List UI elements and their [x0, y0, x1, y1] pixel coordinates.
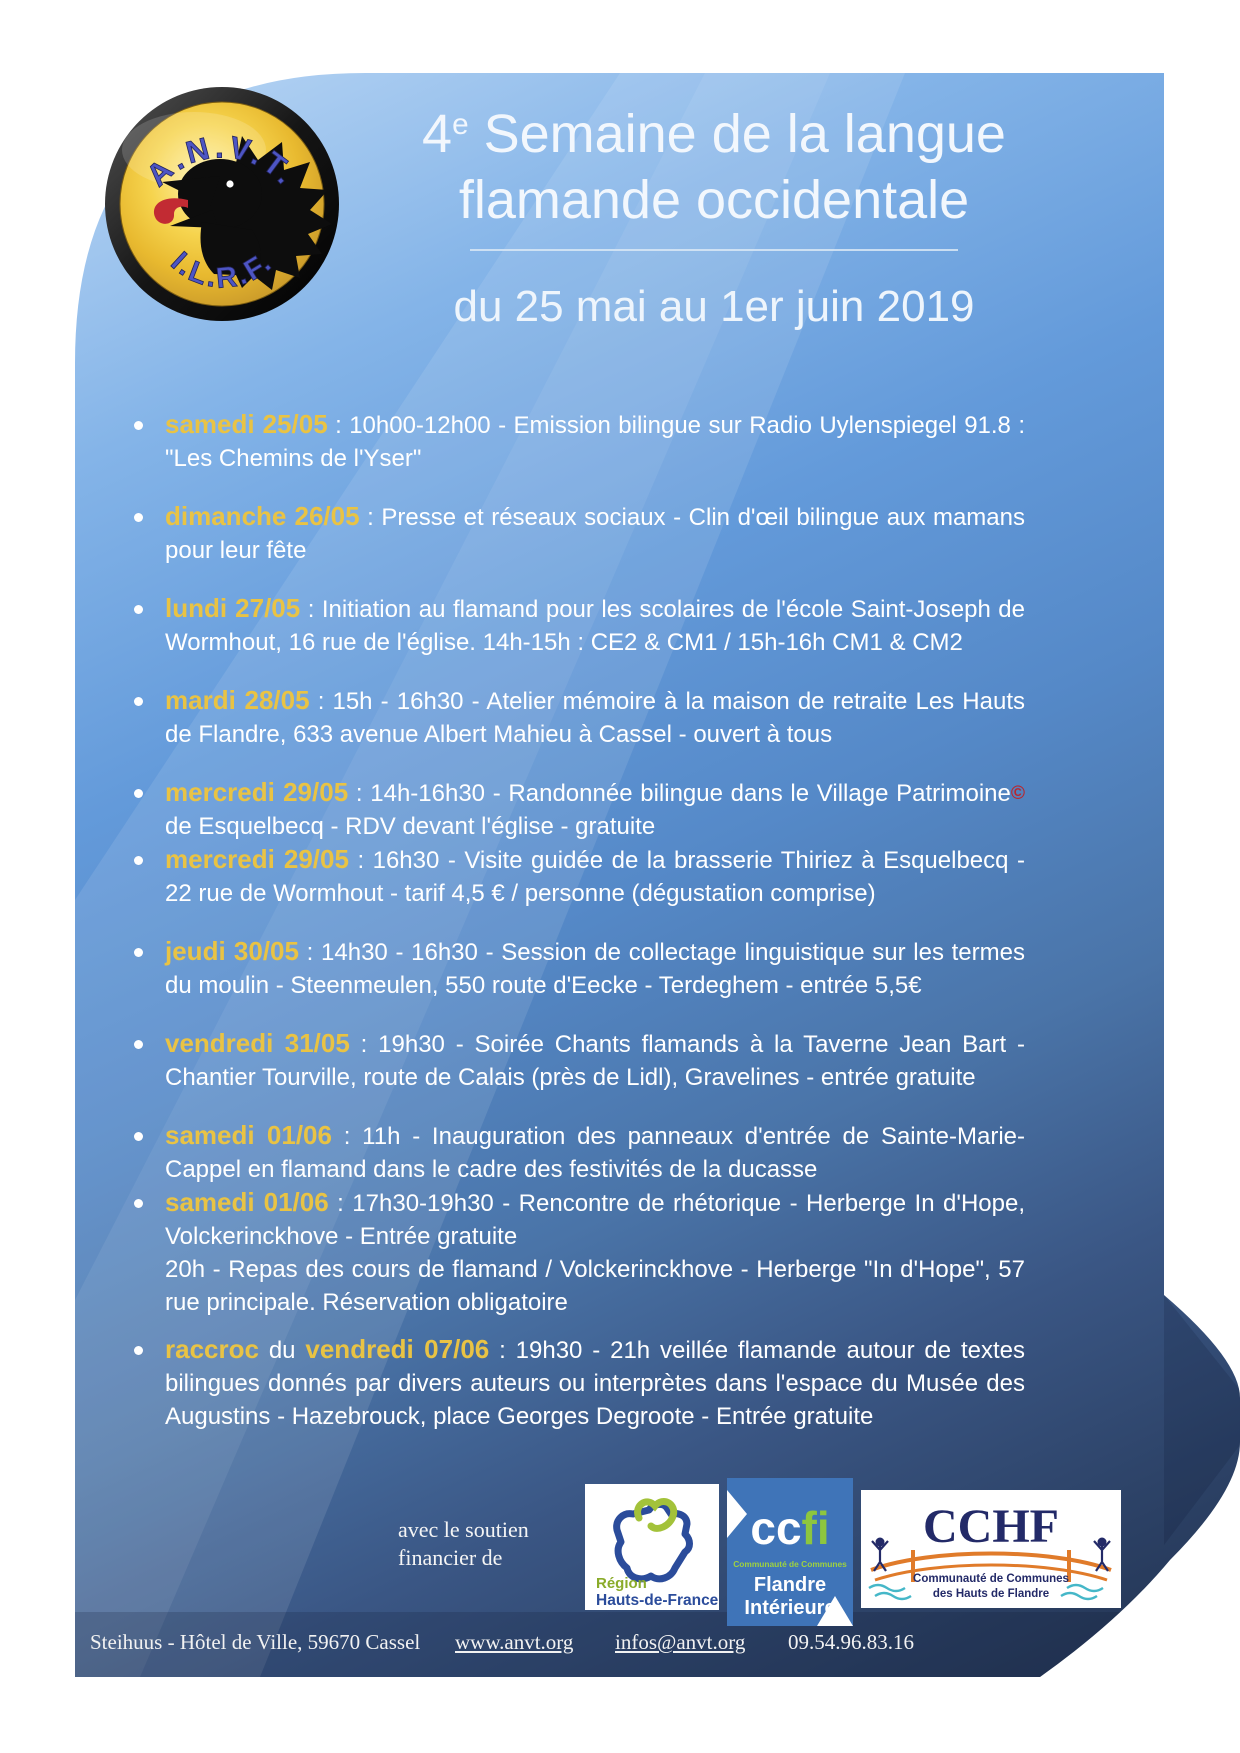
- event-separator: :: [328, 1190, 353, 1217]
- title-divider: [470, 249, 958, 251]
- svg-text:ccfi: [750, 1502, 829, 1554]
- cchf-subtitle2: des Hauts de Flandre: [932, 1588, 1050, 1600]
- event-text: 19h30 - Soirée Chants flamands à la Taverne Jean Bart - Chantier Tourville, route de Calais (près de Lidl), Gravelines - entrée gratuite: [165, 1031, 1025, 1091]
- event-item-mercredi-2905-visite: [128, 843, 1025, 910]
- event-text: 14h-16h30 - Randonnée bilingue dans le Village Patrimoine: [370, 780, 1011, 807]
- event-item-vendredi-3105: [128, 1027, 1025, 1094]
- copyright-icon: ©: [1010, 783, 1025, 804]
- badge-top-text: A.N.V.T.: [139, 129, 306, 194]
- badge-bottom-text: I.L.R.F.: [164, 246, 280, 295]
- event-day: samedi 25/05: [165, 409, 328, 439]
- ccfi-subtitle: Communauté de Communes: [733, 1559, 847, 1569]
- event-day: vendredi 07/06: [305, 1334, 490, 1364]
- footer-email-link[interactable]: infos@anvt.org: [615, 1630, 746, 1654]
- event-item-mercredi-2905-randonnee: [128, 776, 1025, 843]
- event-day: lundi 27/05: [165, 593, 301, 623]
- event-day-prefix: raccroc: [165, 1334, 259, 1364]
- region-name: Hauts-de-France: [596, 1592, 719, 1609]
- page-title-line2: flamande occidentale: [458, 170, 970, 230]
- event-item-mardi-2805: [128, 684, 1025, 751]
- cchf-acronym: CCHF: [923, 1500, 1059, 1553]
- region-hauts-de-france-logo: [585, 1484, 719, 1610]
- event-text: 16h30 - Visite guidée de la brasserie Thiriez à Esquelbecq - 22 rue de Wormhout - tarif 4,5 € / personne (dégustation comprise): [165, 847, 1025, 907]
- event-separator: :: [489, 1337, 516, 1364]
- event-day: mercredi 29/05: [165, 844, 349, 874]
- cchf-logo: [861, 1490, 1121, 1608]
- bullet-icon: [134, 513, 143, 522]
- title-rest: Semaine de la langue: [468, 104, 1006, 164]
- bullet-icon: [134, 697, 143, 706]
- bullet-icon: [134, 1199, 143, 1208]
- event-day: jeudi 30/05: [165, 936, 299, 966]
- event-text: Presse et réseaux sociaux - Clin d'œil bilingue aux mamans pour leur fête: [165, 504, 1025, 564]
- event-item-dimanche-2605: [128, 500, 1025, 567]
- event-day: mardi 28/05: [165, 685, 310, 715]
- ccfi-fi: fi: [801, 1502, 830, 1554]
- event-separator: :: [298, 939, 322, 966]
- bullet-icon: [134, 1346, 143, 1355]
- cchf-subtitle1: Communauté de Communes: [913, 1573, 1069, 1585]
- bullet-icon: [134, 948, 143, 957]
- event-separator: :: [309, 688, 333, 715]
- footer-address: Steihuus - Hôtel de Ville, 59670 Cassel: [90, 1630, 421, 1654]
- footer-website-link[interactable]: www.anvt.org: [455, 1630, 574, 1654]
- event-item-samedi-0106-rencontre: [128, 1186, 1025, 1319]
- event-item-samedi-2505: [128, 408, 1025, 475]
- event-text: Initiation au flamand pour les scolaires de l'école Saint-Joseph de Wormhout, 16 rue de l'église. 14h-15h : CE2 & CM1 / 15h-16h CM1 & CM2: [165, 596, 1025, 656]
- poster-header: [388, 92, 1040, 335]
- support-text: avec le soutien financier de: [398, 1517, 529, 1570]
- event-text: 17h30-19h30 - Rencontre de rhétorique - Herberge In d'Hope, Volckerinckhove - Entrée gratuite 20h - Repas des cours de flamand / Volckerinckhove - Herberge "In d'Hope", 57 rue principale. Réservation obligatoire: [165, 1190, 1025, 1316]
- bullet-icon: [134, 856, 143, 865]
- event-item-raccroc-0706: [128, 1333, 1025, 1433]
- title-number: 4: [422, 104, 453, 164]
- title-superscript: e: [452, 108, 469, 141]
- event-text: 15h - 16h30 - Atelier mémoire à la maison de retraite Les Hauts de Flandre, 633 avenue Albert Mahieu à Cassel - ouvert à tous: [165, 688, 1025, 748]
- region-label: Région: [596, 1575, 647, 1592]
- ccfi-name1: Flandre: [753, 1574, 827, 1596]
- bullet-icon: [134, 789, 143, 798]
- event-separator: :: [349, 1031, 379, 1058]
- event-text: 19h30 - 21h veillée flamande autour de textes bilingues donnés par divers auteurs ou interprètes dans l'espace du Musée des Augustins - Hazebrouck, place Georges Degroote - Entrée gratuite: [165, 1337, 1026, 1430]
- event-text: 11h - Inauguration des panneaux d'entrée de Sainte-Marie-Cappel en flamand dans le cadre des festivités de la ducasse: [165, 1123, 1025, 1183]
- page-title-line1: [388, 92, 1040, 167]
- event-item-jeudi-3005: [128, 935, 1025, 1002]
- event-separator: :: [300, 596, 322, 623]
- bullet-icon: [134, 605, 143, 614]
- event-separator: :: [348, 780, 371, 807]
- event-day: vendredi 31/05: [165, 1028, 350, 1058]
- event-day: dimanche 26/05: [165, 501, 360, 531]
- ccfi-name2: Intérieure: [744, 1597, 836, 1619]
- anvt-logo-badge: [102, 84, 342, 324]
- bullet-icon: [134, 421, 143, 430]
- event-day-middle: du: [258, 1337, 306, 1364]
- bullet-icon: [134, 1040, 143, 1049]
- event-text: 14h30 - 16h30 - Session de collectage linguistique sur les termes du moulin - Steenmeulen, 550 route d'Eecke - Terdeghem - entrée 5,5€: [165, 939, 1025, 999]
- ccfi-cc: cc: [750, 1502, 802, 1554]
- event-item-samedi-0106-inauguration: [128, 1119, 1025, 1186]
- footer-phone: 09.54.96.83.16: [788, 1630, 914, 1654]
- event-separator: :: [348, 847, 373, 874]
- event-day: samedi 01/06: [165, 1120, 332, 1150]
- event-day: mercredi 29/05: [165, 777, 349, 807]
- event-separator: :: [331, 1123, 363, 1150]
- bullet-icon: [134, 1132, 143, 1141]
- event-text: de Esquelbecq - RDV devant l'église - gratuite: [165, 813, 656, 840]
- event-separator: :: [327, 412, 350, 439]
- event-item-lundi-2705: [128, 592, 1025, 659]
- ccfi-logo: [727, 1478, 853, 1626]
- date-subtitle: du 25 mai au 1er juin 2019: [453, 282, 975, 331]
- events-list: [128, 408, 1025, 1458]
- event-day: samedi 01/06: [165, 1187, 329, 1217]
- event-separator: :: [359, 504, 382, 531]
- event-text: 10h00-12h00 - Emission bilingue sur Radio Uylenspiegel 91.8 : "Les Chemins de l'Yser": [165, 412, 1025, 472]
